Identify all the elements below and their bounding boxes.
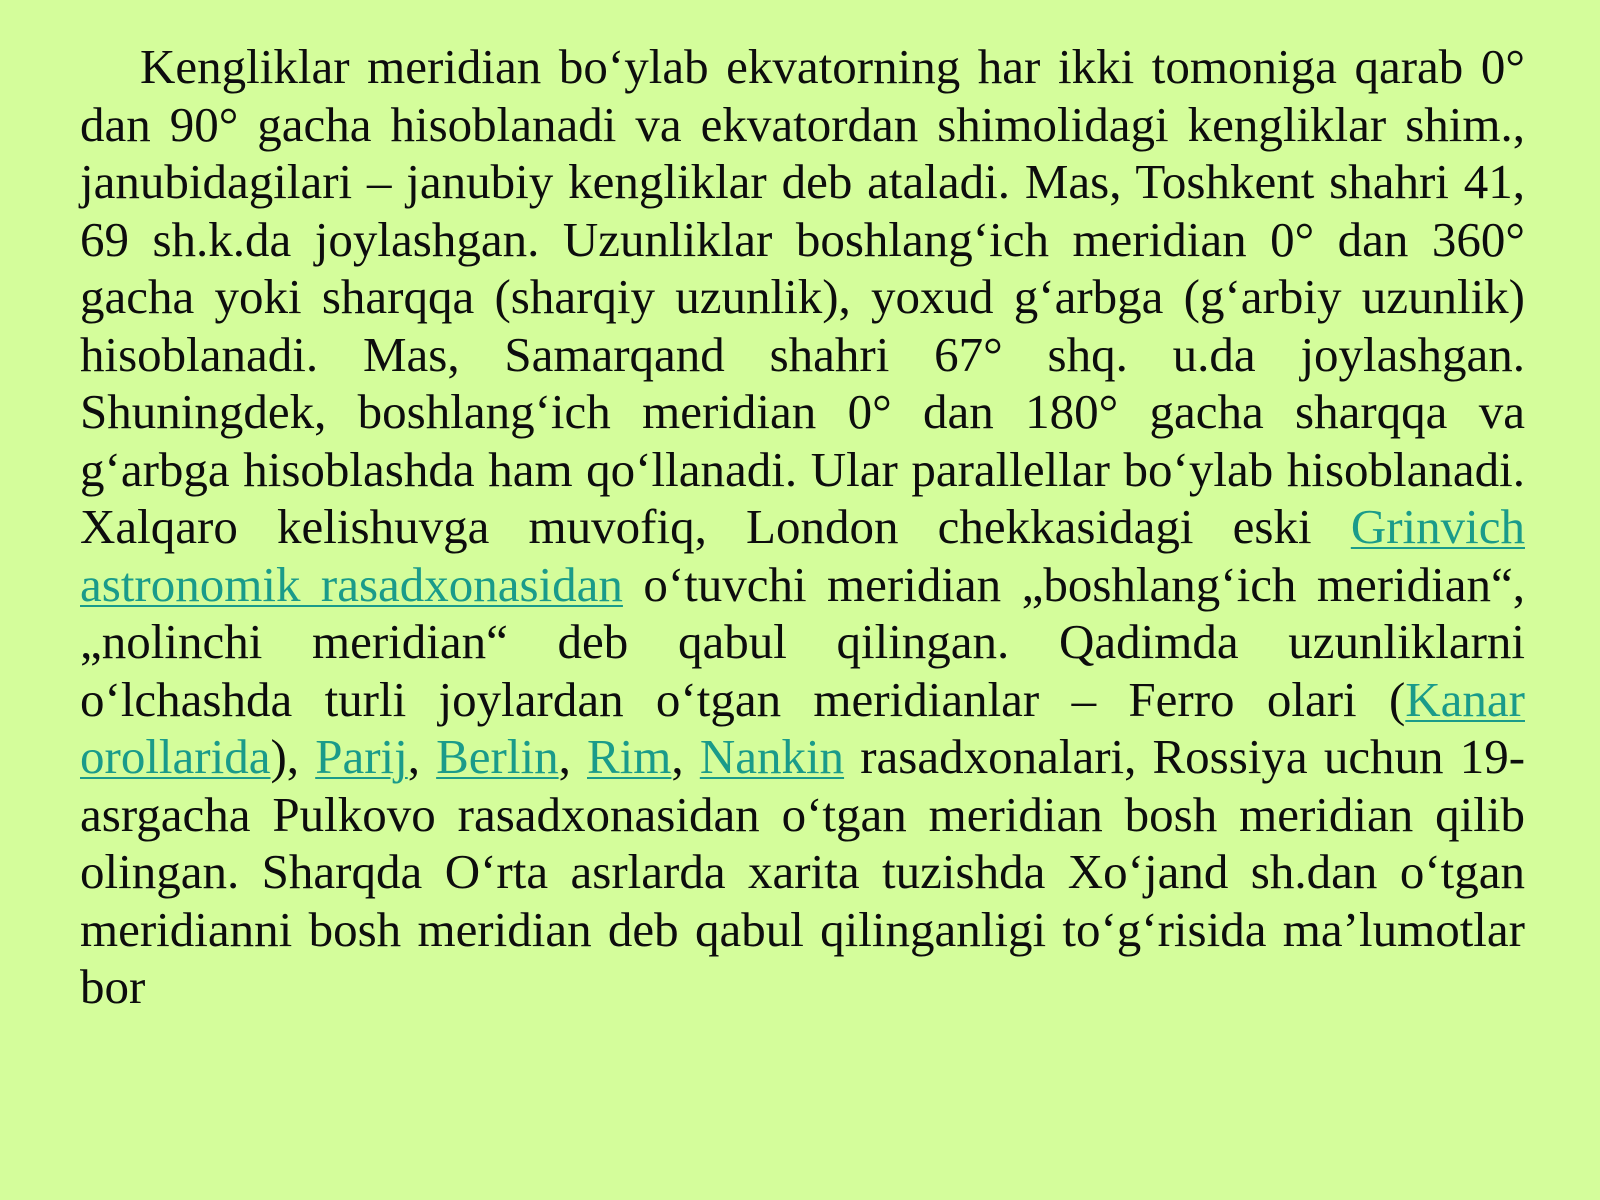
paragraph-text-1: Kengliklar meridian bo‘ylab ekvatorning har ikki tomoniga qarab 0° dan 90° gacha hisoblanadi va ekvatordan shimolidagi kengliklar shim., janubidagilari – janubiy kengliklar deb ataladi. Mas, Toshkent shahri 41, 69 sh.k.da joylashgan. Uzunliklar boshlang‘ich meridian 0° dan 360° gacha yoki sharqqa (sharqiy uzunlik), yoxud g‘arbga (g‘arbiy uzunlik) hisoblanadi. Mas, Samarqand shahri 67° shq. u.da joylashgan. Shuningdek, boshlang‘ich meridian 0° dan 180° gacha sharqqa va g‘arbga hisoblashda ham qo‘llanadi. Ular parallellar bo‘ylab hisoblanadi. Xalqaro kelishuvga muvofiq, London chekkasidagi eski bbox=[80, 39, 1525, 554]
paragraph-text-2: o‘tuvchi meridian „boshlang‘ich meridian“, „nolinchi meridian“ deb qabul qilingan. Qadimda uzunliklarni o‘lchashda turli joylardan o‘tgan meridianlar – Ferro olari ( bbox=[80, 556, 1525, 727]
link-grinvich-observatory[interactable]: Grinvich astronomik rasadxonasidan bbox=[80, 499, 1525, 612]
paragraph-text-4: , bbox=[407, 729, 437, 784]
paragraph-text-5: , bbox=[558, 729, 587, 784]
paragraph-text-6: , bbox=[671, 729, 700, 784]
link-parij[interactable]: Parij bbox=[315, 729, 408, 784]
paragraph-text-3: ), bbox=[270, 729, 316, 784]
body-paragraph bbox=[80, 38, 1525, 1016]
link-kanar-islands[interactable]: Kanar orollarida bbox=[80, 671, 1525, 784]
link-berlin[interactable]: Berlin bbox=[436, 729, 559, 784]
link-nankin[interactable]: Nankin bbox=[699, 729, 845, 784]
paragraph-text-7: rasadxonalari, Rossiya uchun 19-asrgacha Pulkovo rasadxonasidan o‘tgan meridian bosh meridian qilib olingan. Sharqda O‘rta asrlarda xarita tuzishda Xo‘jand sh.dan o‘tgan meridianni bosh meridian deb qabul qilinganligi to‘g‘risida ma’lumotlar bor bbox=[80, 729, 1526, 1014]
link-rim[interactable]: Rim bbox=[587, 729, 672, 784]
